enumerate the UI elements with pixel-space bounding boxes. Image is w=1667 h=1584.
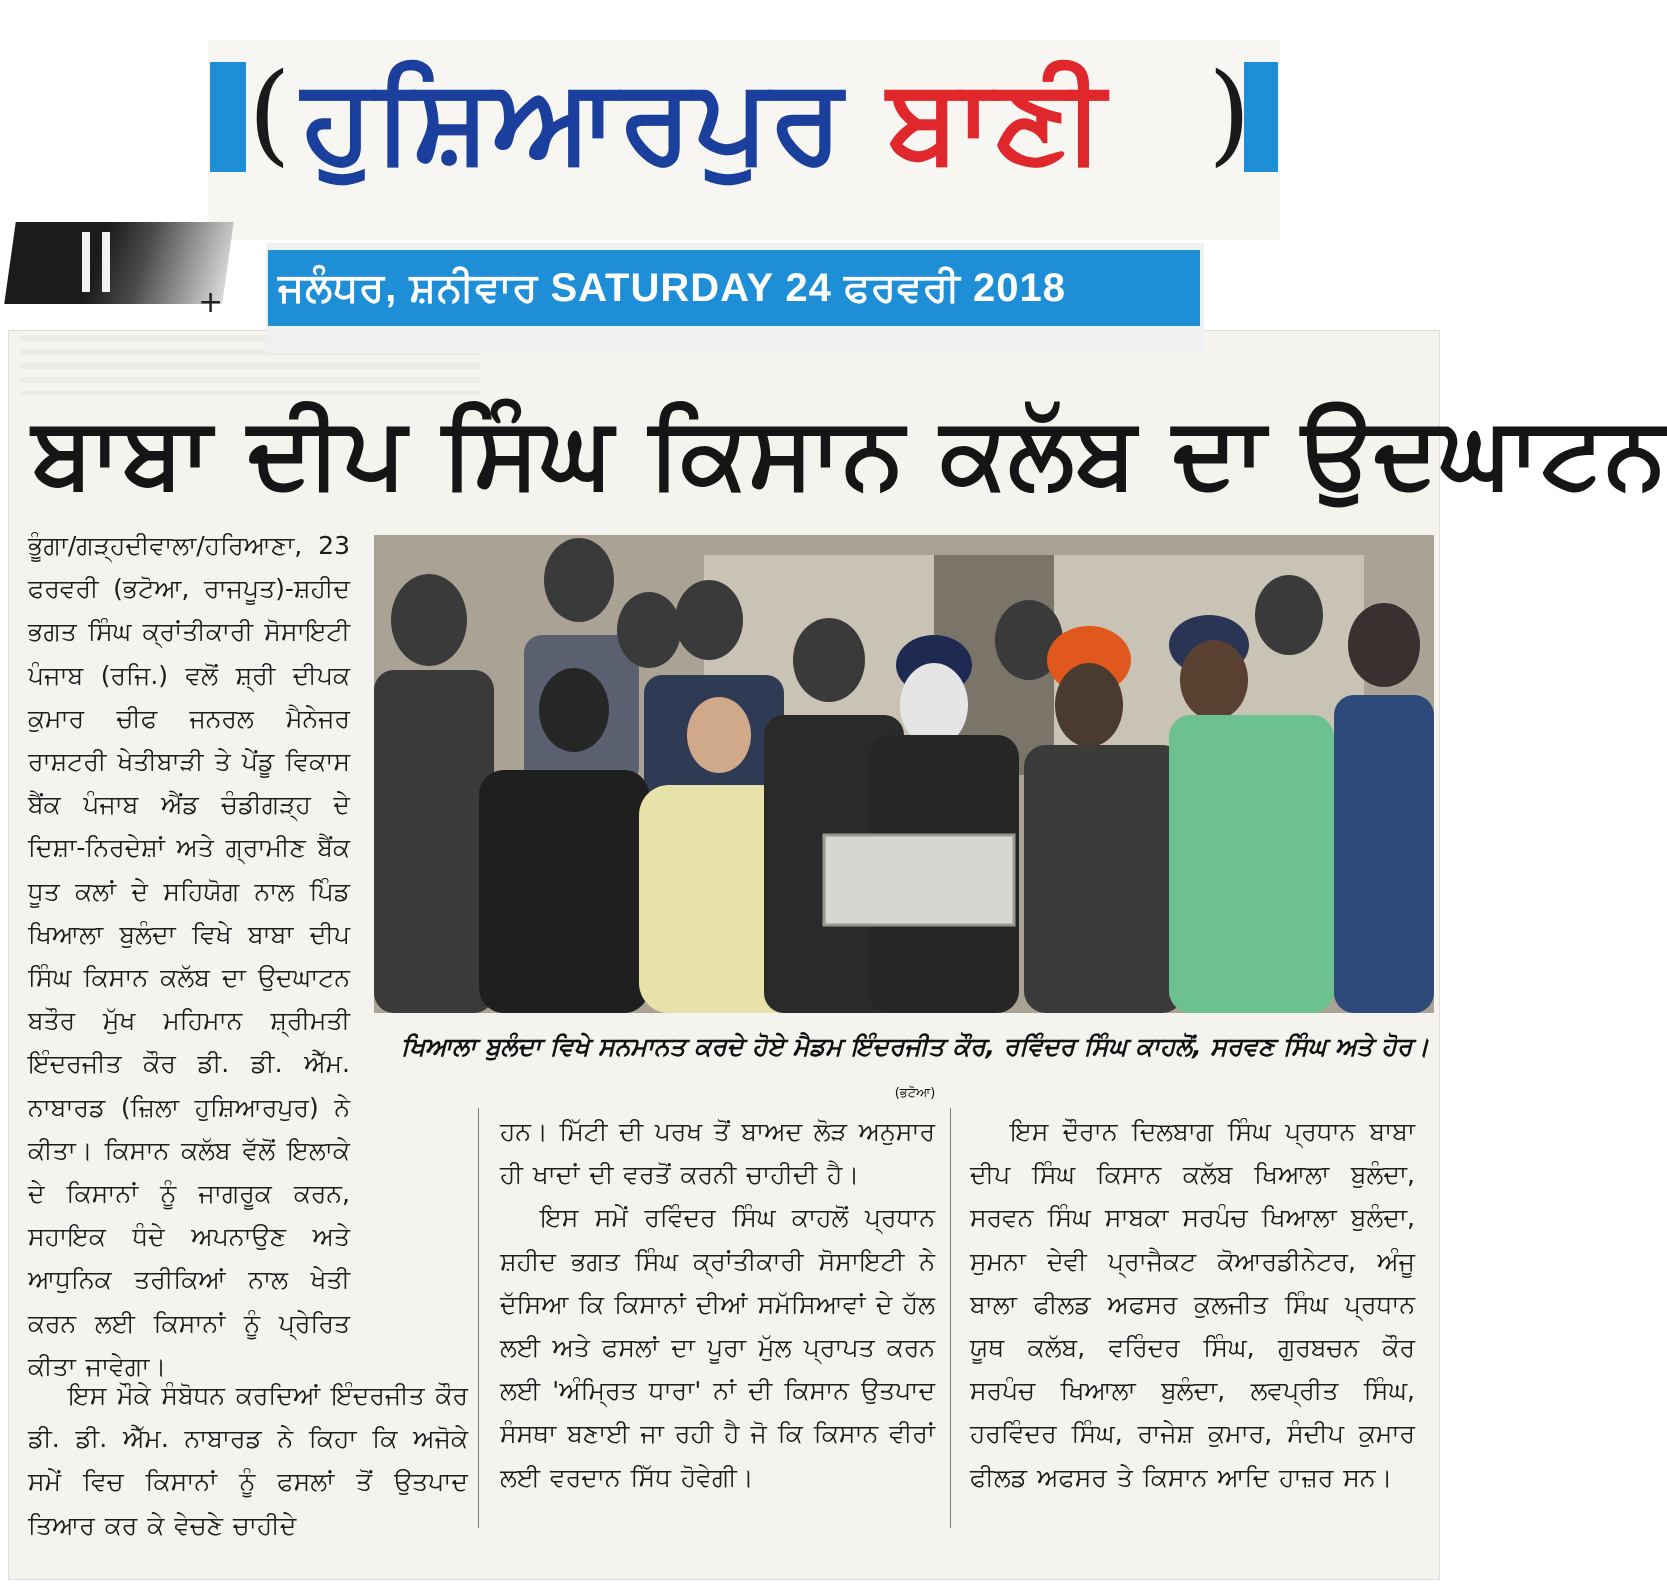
article-column-1-continued (28, 1374, 468, 1547)
photo-caption (395, 1026, 1435, 1115)
caption-text: ਖਿਆਲਾ ਬੁਲੰਦਾ ਵਿਖੇ ਸਨਮਾਨਤ ਕਰਦੇ ਹੋਏ ਮੈਡਮ ਇੰਦਰਜੀਤ ਕੌਰ, ਰਵਿੰਦਰ ਸਿੰਘ ਕਾਹਲੋਂ, ਸਰਵਣ ਸਿੰਘ ਅਤੇ ਹੋਰ। (401, 1032, 1429, 1061)
crosshair-icon: + (198, 285, 224, 320)
article-paragraph: ਇਸ ਮੌਕੇ ਸੰਬੋਧਨ ਕਰਦਿਆਂ ਇੰਦਰਜੀਤ ਕੌਰ ਡੀ. ਡੀ. ਐੱਮ. ਨਾਬਾਰਡ ਨੇ ਕਿਹਾ ਕਿ ਅਜੋਕੇ ਸਮੇਂ ਵਿਚ ਕਿਸਾਨਾਂ ਨੂੰ ਫਸਲਾਂ ਤੋਂ ਉਤਪਾਦ ਤਿਆਰ ਕਰ ਕੇ ਵੇਚਣੇ ਚਾਹੀਦੇ (28, 1381, 468, 1540)
news-photo (374, 535, 1434, 1013)
article-column-3 (970, 1110, 1415, 1499)
masthead-band-left (210, 62, 246, 172)
article-paragraph: ਹਨ। ਮਿੱਟੀ ਦੀ ਪਰਖ ਤੋਂ ਬਾਅਦ ਲੋੜ ਅਨੁਸਾਰ ਹੀ ਖਾਦਾਂ ਦੀ ਵਰਤੋਂ ਕਰਨੀ ਚਾਹੀਦੀ ਹੈ। (500, 1117, 935, 1190)
article-column-2 (500, 1110, 935, 1499)
dateline: ਜਲੰਧਰ, ਸ਼ਨੀਵਾਰ SATURDAY 24 ਫਰਵਰੀ 2018 (268, 250, 1200, 326)
article-paragraph: ਇਸ ਸਮੇਂ ਰਵਿੰਦਰ ਸਿੰਘ ਕਾਹਲੋਂ ਪ੍ਰਧਾਨ ਸ਼ਹੀਦ ਭਗਤ ਸਿੰਘ ਕ੍ਰਾਂਤੀਕਾਰੀ ਸੋਸਾਇਟੀ ਨੇ ਦੱਸਿਆ ਕਿ ਕਿਸਾਨਾਂ ਦੀਆਂ ਸਮੱਸਿਆਵਾਂ ਦੇ ਹੱਲ ਲਈ ਅਤੇ ਫਸਲਾਂ ਦਾ ਪੂਰਾ ਮੁੱਲ ਪ੍ਰਾਪਤ ਕਰਨ ਲਈ 'ਅੰਮ੍ਰਿਤ ਧਾਰਾ' ਨਾਂ ਦੀ ਕਿਸਾਨ ਉਤਪਾਦ ਸੰਸਥਾ ਬਣਾਈ ਜਾ ਰਹੀ ਹੈ ਜੋ ਕਿ ਕਿਸਾਨ ਵੀਰਾਂ ਲਈ ਵਰਦਾਨ ਸਿੱਧ ਹੋਵੇਗੀ। (500, 1203, 935, 1492)
column-rule (478, 1108, 479, 1528)
article-paragraph: ਭੂੰਗਾ/ਗੜ੍ਹਦੀਵਾਲਾ/ਹਰਿਆਣਾ, 23 ਫਰਵਰੀ (ਭਟੋਆ, ਰਾਜਪੂਤ)-ਸ਼ਹੀਦ ਭਗਤ ਸਿੰਘ ਕ੍ਰਾਂਤੀਕਾਰੀ ਸੋਸਾਇਟੀ ਪੰਜਾਬ (ਰਜਿ.) ਵਲੋਂ ਸ਼੍ਰੀ ਦੀਪਕ ਕੁਮਾਰ ਚੀਫ ਜਨਰਲ ਮੈਨੇਜਰ ਰਾਸ਼ਟਰੀ ਖੇਤੀਬਾੜੀ ਤੇ ਪੇਂਡੂ ਵਿਕਾਸ ਬੈਂਕ ਪੰਜਾਬ ਐਂਡ ਚੰਡੀਗੜ੍ਹ ਦੇ ਦਿਸ਼ਾ-ਨਿਰਦੇਸ਼ਾਂ ਅਤੇ ਗ੍ਰਾਮੀਣ ਬੈਂਕ ਧੂਤ ਕਲਾਂ ਦੇ ਸਹਿਯੋਗ ਨਾਲ ਪਿੰਡ ਖਿਆਲਾ ਬੁਲੰਦਾ ਵਿਖੇ ਬਾਬਾ ਦੀਪ ਸਿੰਘ ਕਿਸਾਨ ਕਲੱਬ ਦਾ ਉਦਘਾਟਨ ਬਤੌਰ ਮੁੱਖ ਮਹਿਮਾਨ ਸ਼੍ਰੀਮਤੀ ਇੰਦਰਜੀਤ ਕੌਰ ਡੀ. ਡੀ. ਐੱਮ. ਨਾਬਾਰਡ (ਜ਼ਿਲਾ ਹੁਸ਼ਿਆਰਪੁਰ) ਨੇ ਕੀਤਾ। ਕਿਸਾਨ ਕਲੱਬ ਵੱਲੋਂ ਇਲਾਕੇ ਦੇ ਕਿਸਾਨਾਂ ਨੂੰ ਜਾਗਰੂਕ ਕਰਨ, ਸਹਾਇਕ ਧੰਦੇ ਅਪਨਾਉਣ ਅਤੇ ਆਧੁਨਿਕ ਤਰੀਕਿਆਂ ਨਾਲ ਖੇਤੀ ਕਰਨ ਲਈ ਕਿਸਾਨਾਂ ਨੂੰ ਪ੍ਰੇਰਿਤ ਕੀਤਾ ਜਾਵੇਗਾ। (28, 531, 350, 1381)
masthead-title-part2: ਬਾਣੀ (887, 53, 1108, 188)
column-rule (950, 1108, 951, 1528)
masthead-title-part1: ਹੁਸ਼ਿਆਰਪੁਰ (302, 53, 845, 188)
caption-credit: (ਭਟੋਆ) (894, 1086, 936, 1101)
article-paragraph: ਇਸ ਦੌਰਾਨ ਦਿਲਬਾਗ ਸਿੰਘ ਪ੍ਰਧਾਨ ਬਾਬਾ ਦੀਪ ਸਿੰਘ ਕਿਸਾਨ ਕਲੱਬ ਖਿਆਲਾ ਬੁਲੰਦਾ, ਸਰਵਨ ਸਿੰਘ ਸਾਬਕਾ ਸਰਪੰਚ ਖਿਆਲਾ ਬੁਲੰਦਾ, ਸੁਮਨਾ ਦੇਵੀ ਪ੍ਰਾਜੈਕਟ ਕੋਆਰਡੀਨੇਟਰ, ਅੰਜੂ ਬਾਲਾ ਫੀਲਡ ਅਫਸਰ ਕੁਲਜੀਤ ਸਿੰਘ ਪ੍ਰਧਾਨ ਯੂਥ ਕਲੱਬ, ਵਰਿੰਦਰ ਸਿੰਘ, ਗੁਰਬਚਨ ਕੌਰ ਸਰਪੰਚ ਖਿਆਲਾ ਬੁਲੰਦਾ, ਲਵਪ੍ਰੀਤ ਸਿੰਘ, ਹਰਵਿੰਦਰ ਸਿੰਘ, ਰਾਜੇਸ਼ ਕੁਮਾਰ, ਸੰਦੀਪ ਕੁਮਾਰ ਫੀਲਡ ਅਫਸਰ ਤੇ ਕਿਸਾਨ ਆਦਿ ਹਾਜ਼ਰ ਸਨ। (970, 1117, 1415, 1492)
corner-bars-icon (78, 232, 118, 292)
masthead-title (302, 46, 1107, 196)
article-column-1 (28, 524, 350, 1388)
masthead-right-paren: ) (1208, 49, 1251, 177)
group-photo-illustration (374, 535, 1434, 1013)
headline: ਬਾਬਾ ਦੀਪ ਸਿੰਘ ਕਿਸਾਨ ਕਲੱਬ ਦਾ ਉਦਘਾਟਨ (32, 396, 1667, 510)
masthead-left-paren: ( (248, 49, 291, 177)
